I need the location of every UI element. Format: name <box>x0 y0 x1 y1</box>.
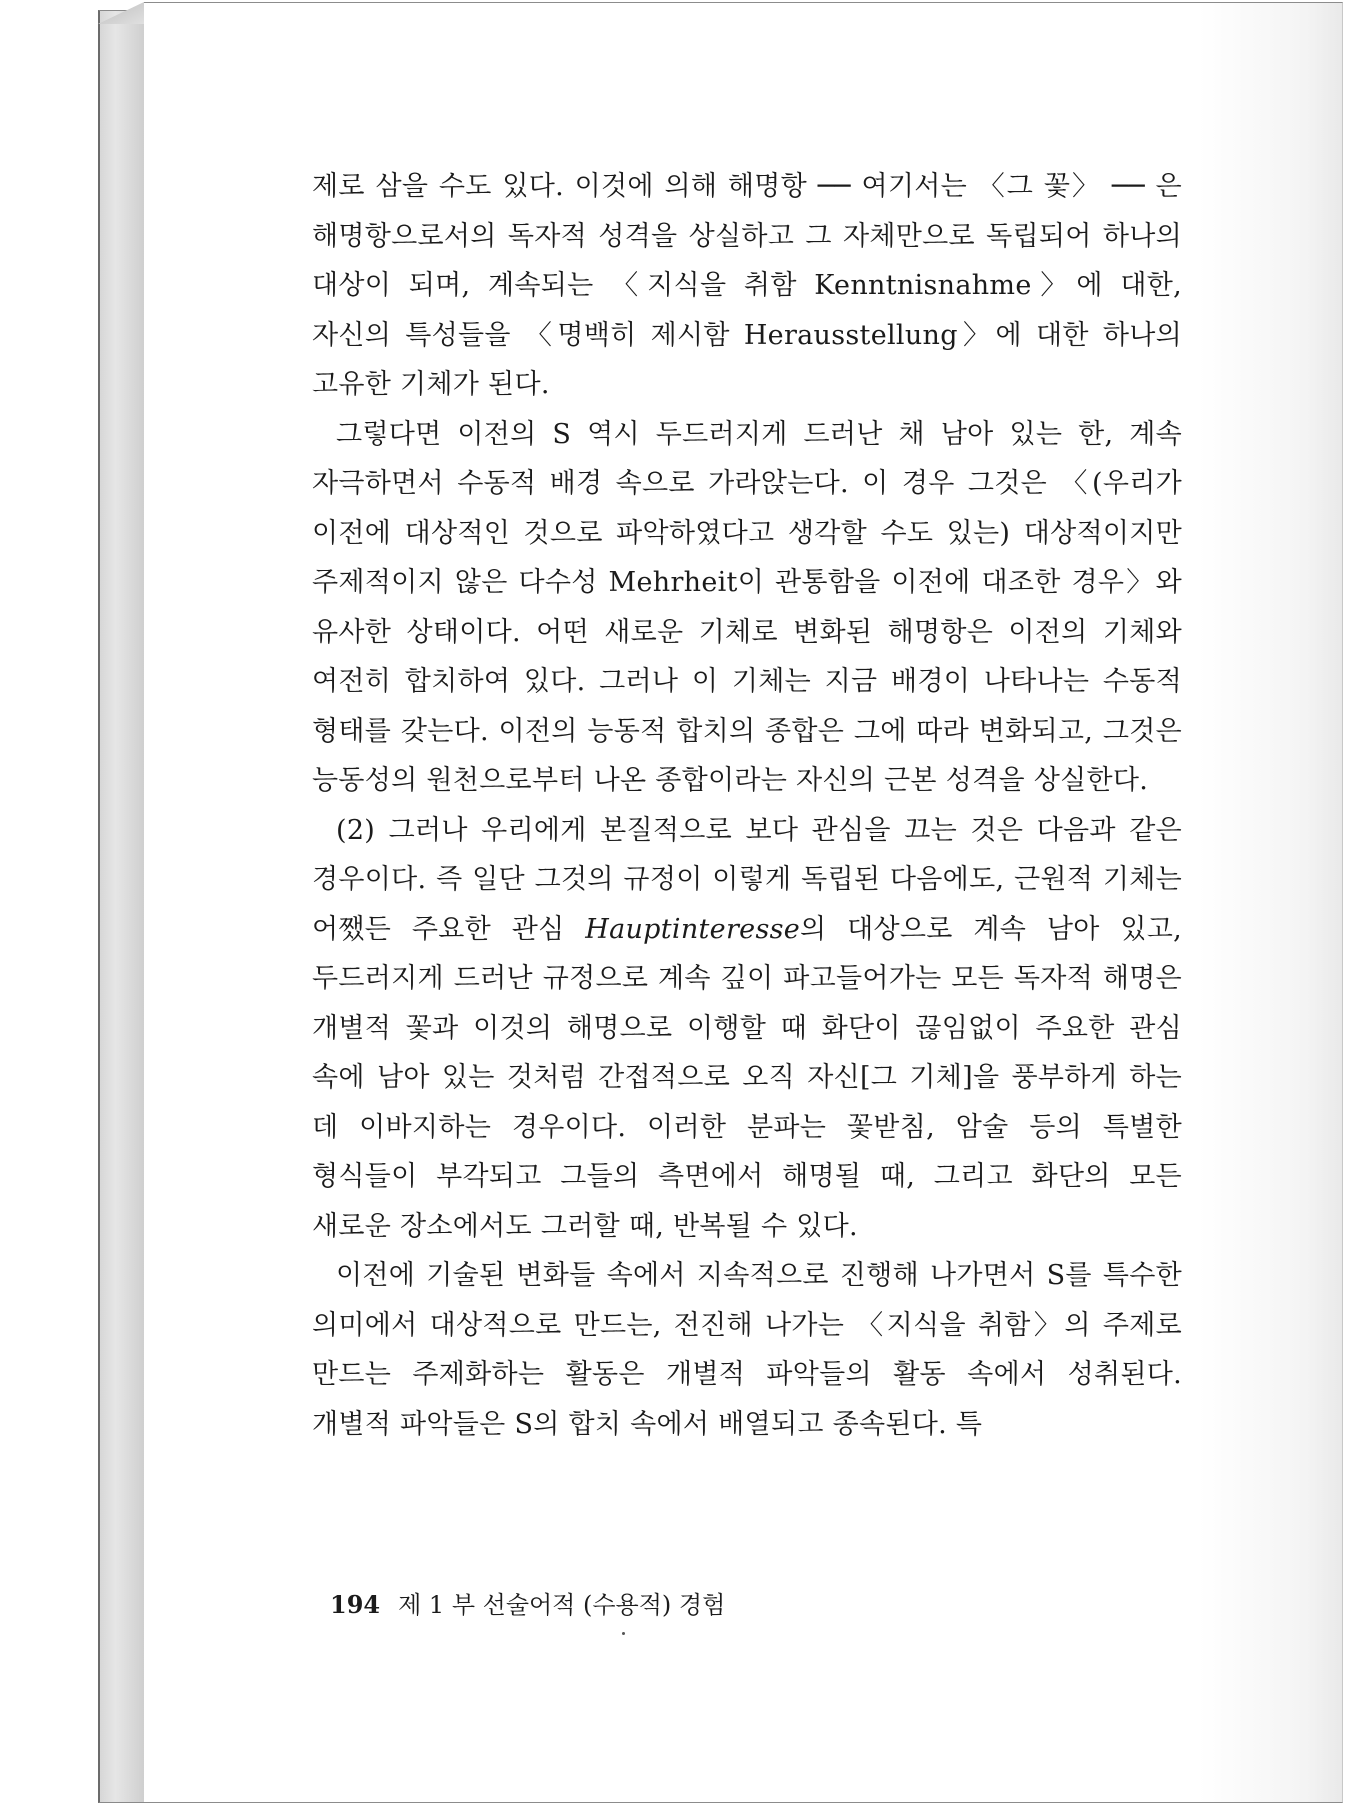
paragraph-1 <box>312 162 1182 410</box>
body-text <box>312 162 1182 1542</box>
page-footer <box>330 1585 725 1620</box>
running-title: 제 1 부 선술어적 (수용적) 경험 <box>398 1591 726 1619</box>
paragraph-3-text-b: 의 대상으로 계속 남아 있고, 두드러지게 드러난 규정으로 계속 깊이 파고들어가는 모든 독자적 해명은 개별적 꽃과 이것의 해명으로 이행할 때 화단이 끊임없이 주요한 관심 속에 남아 있는 것처럼 간접적으로 오직 자신[그 기체]을 풍부하게 하는 데 이바지하는 경우이다. 이러한 분파는 꽃받침, 암술 등의 특별한 형식들이 부각되고 그들의 측면에서 해명될 때, 그리고 화단의 모든 새로운 장소에서도 그러할 때, 반복될 수 있다. <box>312 913 1183 1242</box>
paragraph-2 <box>312 410 1182 806</box>
paragraph-4-text: 이전에 기술된 변화들 속에서 지속적으로 진행해 나가면서 S를 특수한 의미에서 대상적으로 만드는, 전진해 나가는 〈지식을 취함〉의 주제로 만드는 주제화하는 활동은 개별적 파악들의 활동 속에서 성취된다. 개별적 파악들은 S의 합치 속에서 배열되고 종속된다. 특 <box>312 1260 1182 1440</box>
page-number: 194 <box>330 1590 381 1619</box>
paragraph-2-text: 그렇다면 이전의 S 역시 두드러지게 드러난 채 남아 있는 한, 계속 자극하면서 수동적 배경 속으로 가라앉는다. 이 경우 그것은 〈(우리가 이전에 대상적인 것으로 파악하였다고 생각할 수도 있는) 대상적이지만 주제적이지 않은 다수성 Mehrheit이 관통함을 이전에 대조한 경우〉와 유사한 상태이다. 어떤 새로운 기체로 변화된 해명항은 이전의 기체와 여전히 합치하여 있다. 그러나 이 기체는 지금 배경이 나타나는 수동적 형태를 갖는다. 이전의 능동적 합치의 종합은 그에 따라 변화되고, 그것은 능동성의 원천으로부터 나온 종합이라는 자신의 근본 성격을 상실한다. <box>312 418 1182 796</box>
print-speck <box>622 1632 625 1635</box>
paragraph-3-text-a: (2) 그러나 우리에게 본질적으로 보다 관심을 끄는 것은 다음과 같은 경우이다. 즉 일단 그것의 규정이 이렇게 독립된 다음에도, 근원적 기체는 어쨌든 주요한 관심 <box>312 814 1182 945</box>
paragraph-1-text: 제로 삼을 수도 있다. 이것에 의해 해명항 ── 여기서는 〈그 꽃〉 ── 은 해명항으로서의 독자적 성격을 상실하고 그 자체만으로 독립되어 하나의 대상이 되며, 계속되는 〈지식을 취함 Kenntnisnahme〉에 대한, 자신의 특성들을 〈명백히 제시함 Herausstellung〉에 대한 하나의 고유한 기체가 된다. <box>312 171 1182 400</box>
paragraph-3 <box>312 806 1182 1252</box>
paragraph-4 <box>312 1251 1182 1449</box>
book-spine <box>98 10 144 1803</box>
paragraph-3-italic-term: Hauptinteresse <box>585 913 801 945</box>
